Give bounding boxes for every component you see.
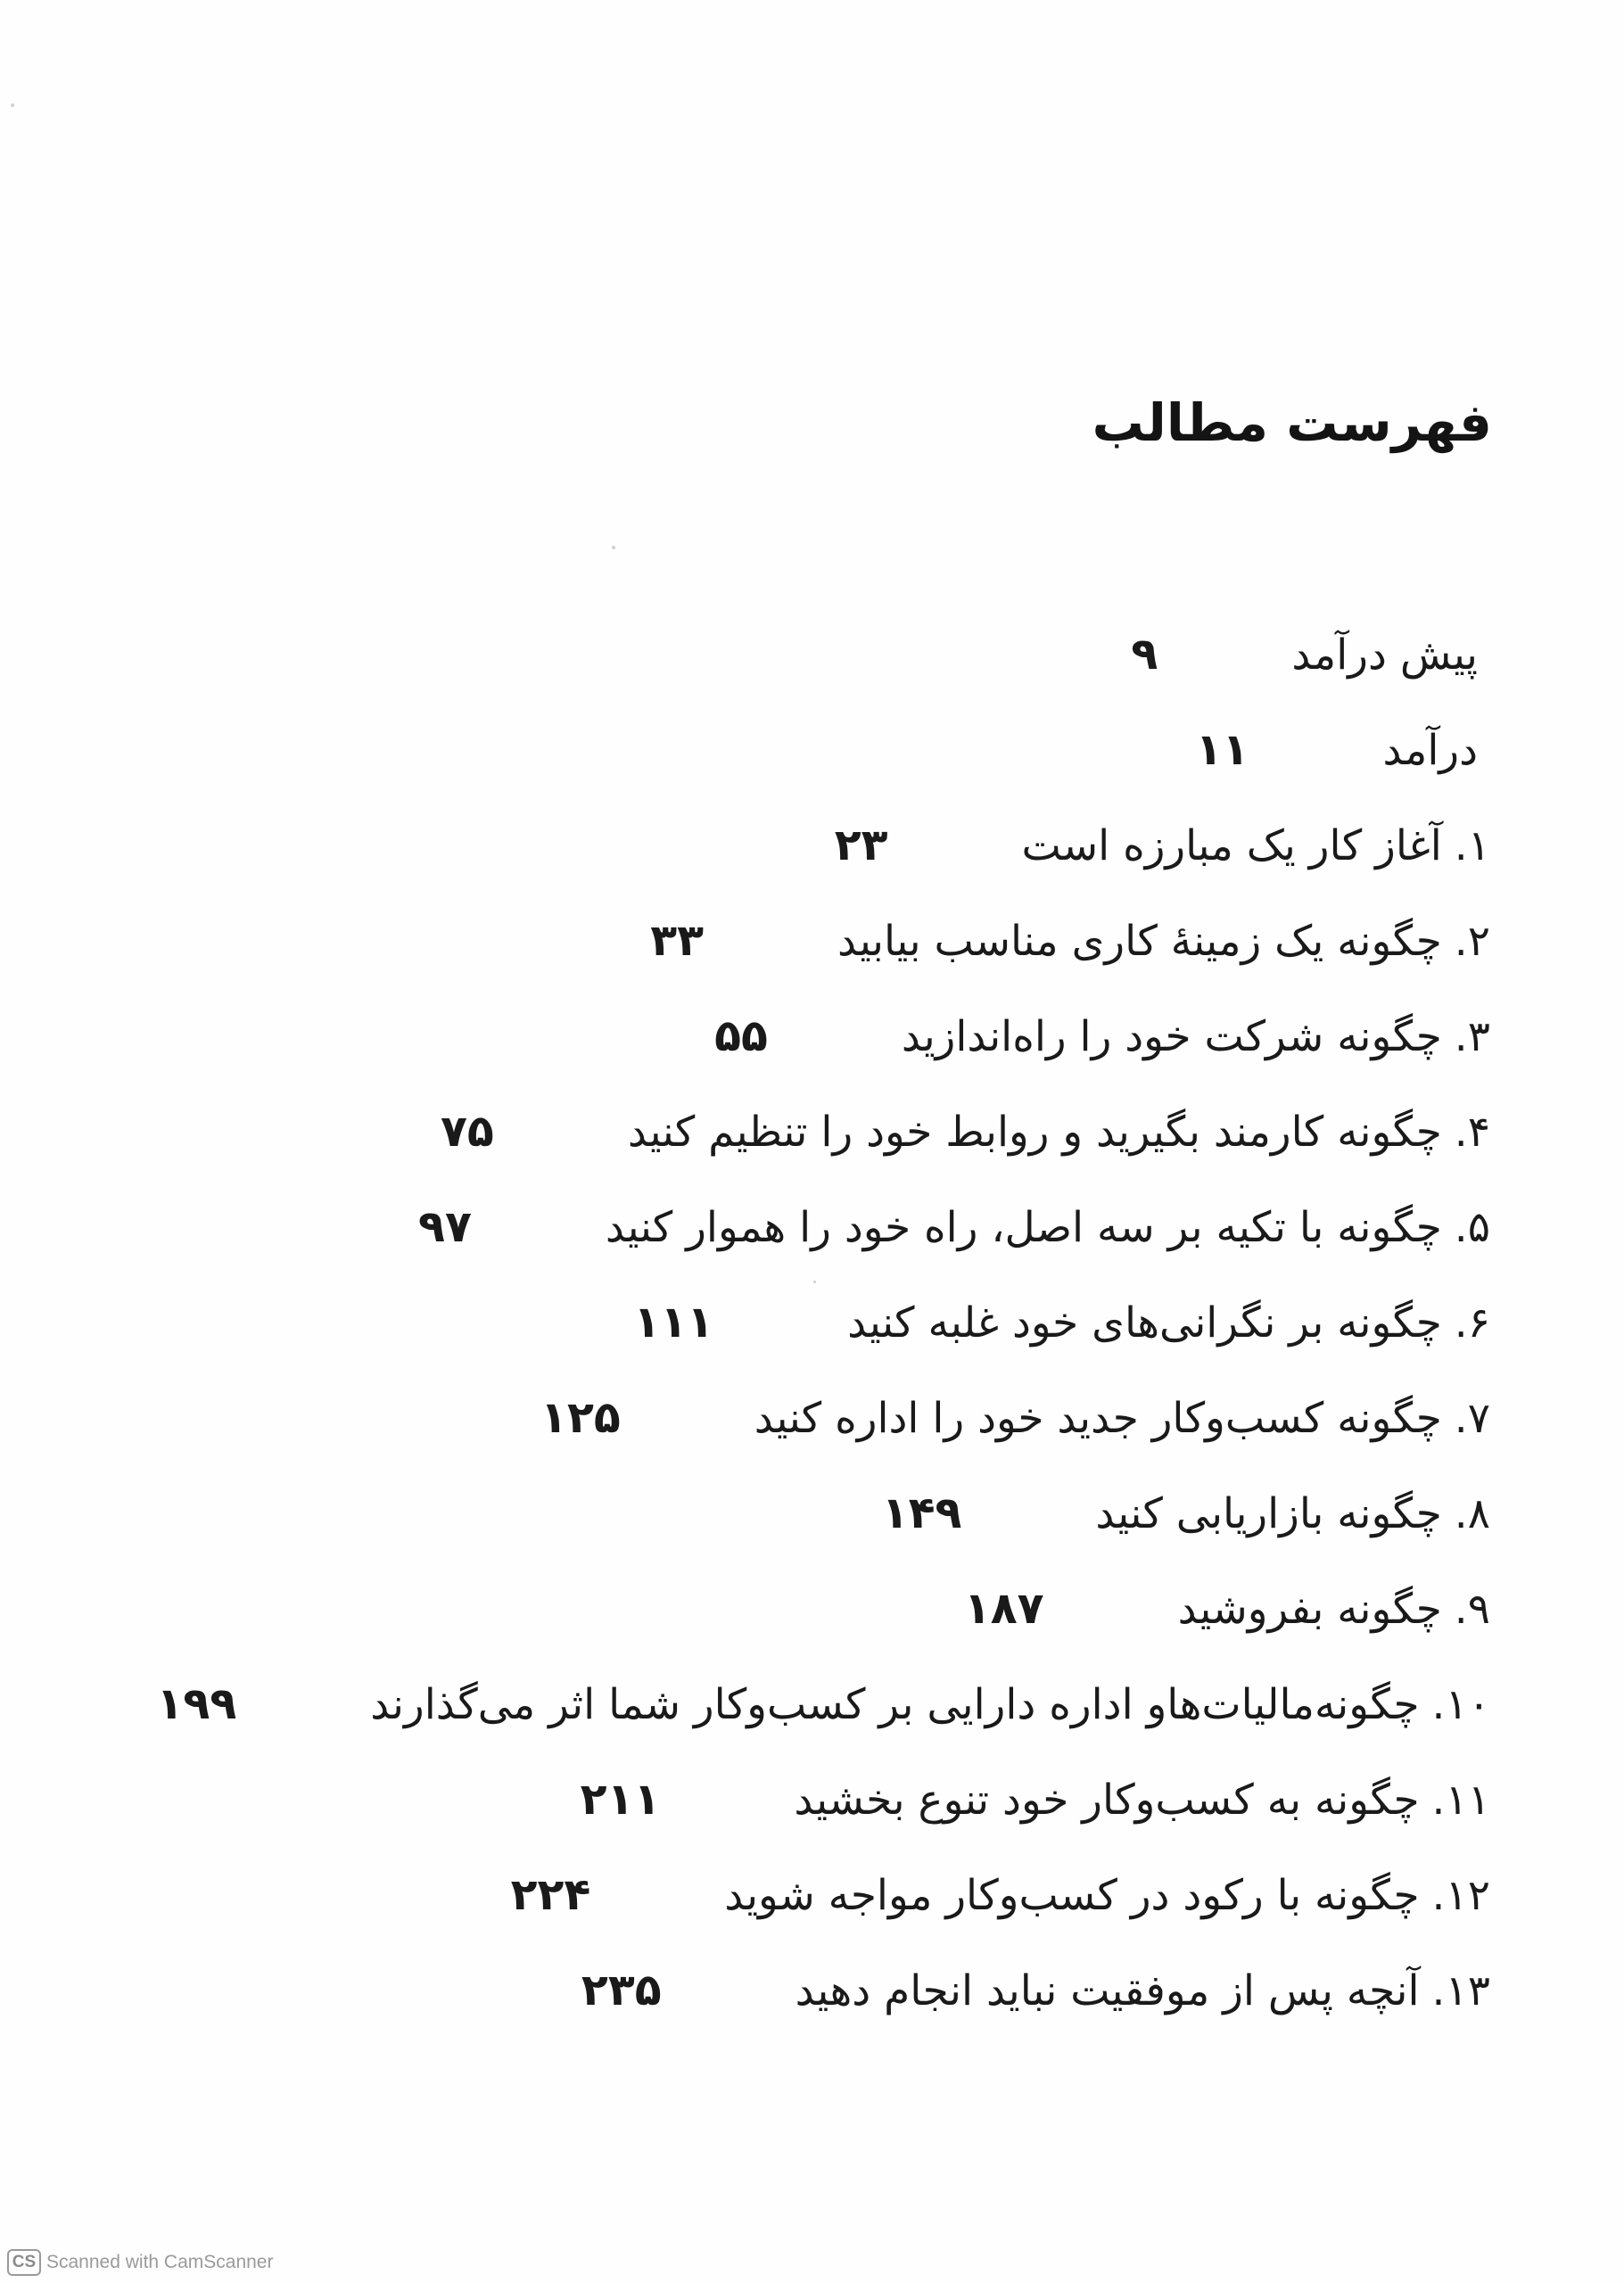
toc-entry-page: ۱۱۱ (633, 1297, 714, 1348)
toc-entry-number: ۱۲. (1431, 1871, 1490, 1920)
toc-entry-title: چگونه بفروشید (1177, 1585, 1442, 1634)
toc-entry-page: ۲۱۱ (580, 1774, 661, 1825)
toc-entry (157, 1561, 1490, 1656)
toc-entry-page: ۳۳ (650, 915, 705, 966)
toc-entry-title: آنچه پس از موفقیت نباید انجام دهید (795, 1966, 1420, 2015)
toc-entry-page: ۲۳ (834, 820, 888, 870)
toc-entry-page: ۱۸۷ (963, 1583, 1044, 1634)
toc-entry-number: ۹. (1454, 1585, 1490, 1634)
toc-entry-page: ۱۴۹ (881, 1488, 962, 1538)
toc-entry (157, 702, 1490, 797)
toc-entry (157, 1942, 1490, 2038)
toc-entry-page: ۲۳۵ (581, 1965, 662, 2015)
toc-entry-title: چگونه با رکود در کسب‌وکار مواجه شوید (724, 1871, 1420, 1920)
scanner-watermark (7, 2249, 273, 2276)
toc-entry (157, 1274, 1490, 1370)
toc-entry-number: ۳. (1454, 1012, 1490, 1061)
toc-entry-title: چگونه کارمند بگیرید و روابط خود را تنظیم کنید (627, 1108, 1442, 1157)
toc-entry-title: چگونه یک زمینهٔ کاری مناسب بیابید (837, 917, 1442, 966)
toc-entry (157, 797, 1490, 893)
toc-entry (157, 1847, 1490, 1942)
toc-entry-number: ۱۳. (1431, 1966, 1490, 2015)
toc-entry-title: درآمد (1382, 726, 1478, 775)
toc-entry-number: ۸. (1454, 1489, 1490, 1538)
toc-entry-title: آغاز کار یک مبارزه است (1021, 821, 1442, 870)
scanner-watermark-text: Scanned with CamScanner (46, 2252, 274, 2272)
toc-entry-page: ۱۲۵ (540, 1392, 621, 1443)
toc-entry (157, 988, 1490, 1084)
toc-entry-page: ۷۵ (441, 1106, 494, 1157)
toc-entry-title: پیش درآمد (1291, 631, 1478, 680)
toc-entry (157, 1465, 1490, 1561)
toc-entry-page: ۹ (1131, 629, 1158, 680)
toc-entry-page: ۹۷ (418, 1201, 472, 1252)
toc-entry-title: چگونه‌مالیات‌هاو اداره دارایی بر کسب‌وکار شما اثر می‌گذارند (370, 1680, 1420, 1729)
toc-entry (157, 1370, 1490, 1465)
camscanner-logo: CS (7, 2249, 41, 2276)
toc-entry-number: ۲. (1454, 917, 1490, 966)
toc-entry-number: ۱۰. (1431, 1680, 1490, 1729)
toc-entry-page: ۱۹۹ (156, 1678, 237, 1729)
toc-entry-title: چگونه بر نگرانی‌های خود غلبه کنید (847, 1298, 1442, 1348)
toc-entry-title: چگونه شرکت خود را راه‌اندازید (901, 1012, 1442, 1061)
scan-speck (612, 546, 615, 549)
toc-entry-number: ۵. (1454, 1203, 1490, 1252)
toc-entry-title: چگونه کسب‌وکار جدید خود را اداره کنید (754, 1394, 1442, 1443)
scan-speck (11, 103, 14, 107)
toc-entry-title: چگونه با تکیه بر سه اصل، راه خود را هموار کنید (605, 1203, 1442, 1252)
toc-entry-number: ۷. (1454, 1394, 1490, 1443)
toc-entry (157, 1179, 1490, 1274)
toc-entry-number: ۴. (1454, 1108, 1490, 1157)
toc-entry (157, 1751, 1490, 1847)
toc-entry-page: ۲۲۴ (510, 1869, 591, 1920)
toc-entry-page: ۱۱ (1195, 724, 1249, 775)
toc-entry-number: ۱. (1454, 821, 1490, 870)
toc-list (157, 606, 1490, 2038)
toc-entry (157, 893, 1490, 988)
toc-entry-title: چگونه بازاریابی کنید (1095, 1489, 1442, 1538)
toc-entry (157, 1084, 1490, 1179)
toc-entry (157, 1656, 1490, 1751)
toc-entry (157, 606, 1490, 702)
toc-entry-page: ۵۵ (714, 1010, 768, 1061)
toc-entry-number: ۶. (1454, 1298, 1490, 1348)
toc-entry-number: ۱۱. (1431, 1776, 1490, 1825)
toc-title: فهرست مطالب (1092, 392, 1492, 453)
toc-entry-title: چگونه به کسب‌وکار خود تنوع بخشید (794, 1776, 1420, 1825)
